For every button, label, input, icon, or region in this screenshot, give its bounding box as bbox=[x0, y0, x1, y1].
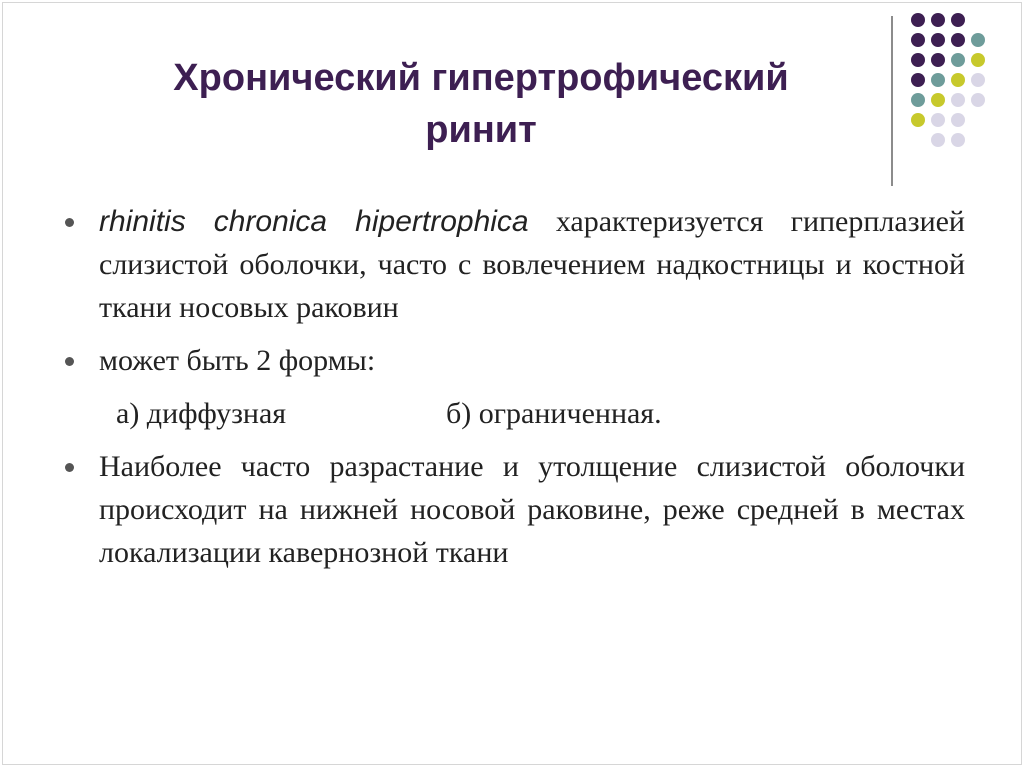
vertical-divider bbox=[891, 16, 893, 186]
decorative-dot bbox=[971, 133, 985, 147]
decorative-dot bbox=[951, 73, 965, 87]
decorative-dot bbox=[951, 133, 965, 147]
decorative-dot bbox=[971, 73, 985, 87]
slide-content bbox=[99, 200, 965, 574]
decorative-dot bbox=[911, 113, 925, 127]
slide-title-line-1: Хронический гипертрофический bbox=[173, 57, 789, 99]
decorative-dot bbox=[971, 53, 985, 67]
slide-title bbox=[60, 52, 902, 156]
decorative-dot bbox=[931, 13, 945, 27]
decorative-dot bbox=[911, 33, 925, 47]
decorative-dot bbox=[931, 113, 945, 127]
decorative-dot bbox=[971, 113, 985, 127]
decorative-dot bbox=[951, 13, 965, 27]
slide-title-line-2: ринит bbox=[425, 109, 537, 151]
decorative-dot bbox=[931, 93, 945, 107]
decorative-dot bbox=[911, 133, 925, 147]
decorative-dot bbox=[911, 73, 925, 87]
form-diffuse: а) диффузная bbox=[116, 397, 287, 430]
decorative-dot bbox=[931, 33, 945, 47]
decorative-dot bbox=[931, 73, 945, 87]
dot-grid-icon bbox=[911, 13, 985, 147]
bullet-text: характеризуется гиперплазией слизистой оболочки, часто с вовлечением надкостницы и костной ткани носовых раковин bbox=[99, 205, 965, 324]
decorative-dot bbox=[911, 93, 925, 107]
decorative-dot bbox=[971, 33, 985, 47]
bullet-text: может быть 2 формы: bbox=[99, 344, 376, 377]
form-limited: б) ограниченная. bbox=[446, 397, 662, 430]
bullet-item-definition bbox=[99, 200, 965, 329]
decorative-dot bbox=[951, 113, 965, 127]
decorative-dot bbox=[951, 33, 965, 47]
decorative-dot bbox=[951, 93, 965, 107]
decorative-dot bbox=[931, 133, 945, 147]
bullet-item-forms bbox=[99, 339, 965, 382]
decorative-dot bbox=[911, 13, 925, 27]
bullet-text: Наиболее часто разрастание и утолщение слизистой оболочки происходит на нижней носовой раковине, реже средней в местах локализации кавернозной ткани bbox=[99, 450, 965, 569]
decorative-dot bbox=[971, 13, 985, 27]
decorative-dot bbox=[951, 53, 965, 67]
bullet-item-localization bbox=[99, 445, 965, 574]
latin-term: rhinitis chronica hipertrophica bbox=[99, 205, 529, 238]
decorative-dot bbox=[911, 53, 925, 67]
forms-list bbox=[99, 392, 965, 435]
decorative-dot bbox=[971, 93, 985, 107]
decorative-dot bbox=[931, 53, 945, 67]
